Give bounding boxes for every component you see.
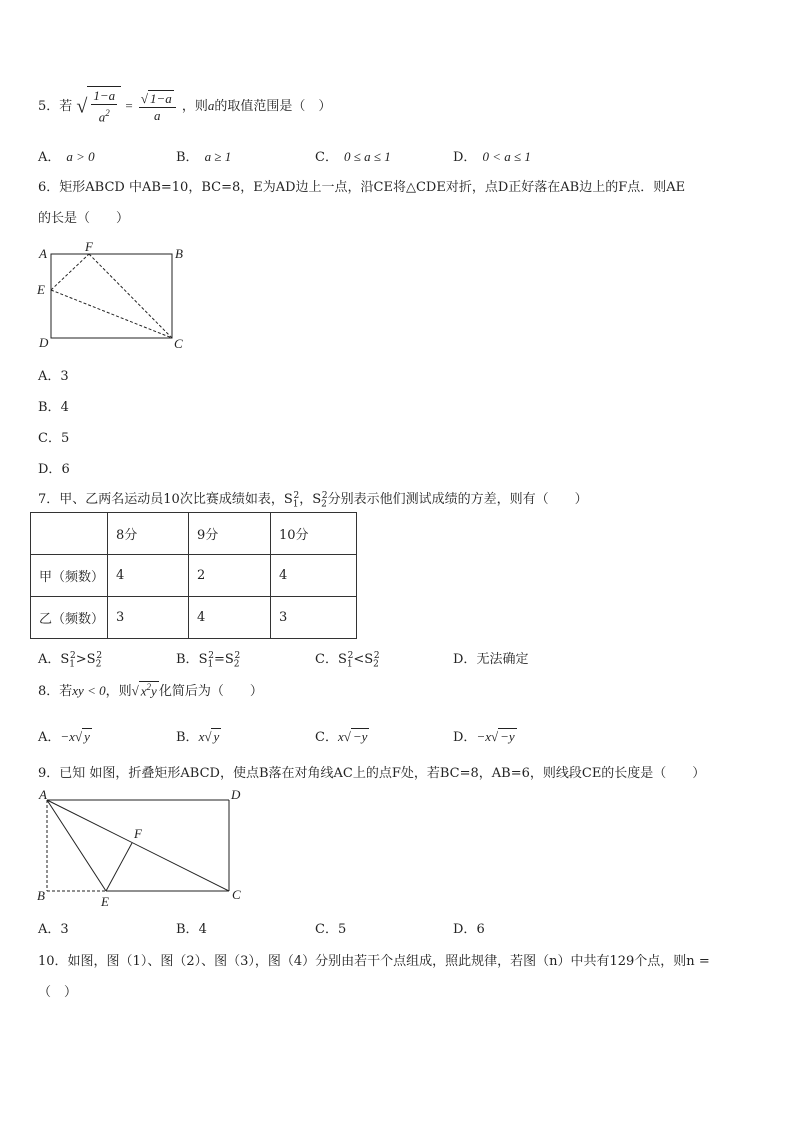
option-sub: 1 <box>346 659 353 670</box>
q6-label-f: F <box>85 240 93 254</box>
q7-option-b[interactable] <box>176 648 240 670</box>
option-coef: −x <box>60 729 75 744</box>
q9-label-f: F <box>134 826 142 841</box>
q6-figure <box>34 240 194 352</box>
q6-stem-line1: 6．矩形ABCD 中AB=10，BC=8，E为AD边上一点，沿CE将△CDE对折，点D正好落在AB边上的F点．则AE <box>38 180 686 195</box>
q9-line-ef <box>106 843 132 891</box>
q5-option-a[interactable] <box>38 146 95 165</box>
option-coef: x <box>337 729 344 744</box>
q6-line-fc <box>89 254 172 338</box>
q9-label-e: E <box>101 894 109 909</box>
option-s: S <box>224 652 234 667</box>
q7-sub2: 2 <box>321 499 327 510</box>
option-label: C． <box>315 150 338 165</box>
q5-lhs-den: a <box>98 109 106 125</box>
q5-prefix: 5．若 <box>38 99 73 114</box>
q6-label-b: B <box>175 246 183 261</box>
table-cell: 9分 <box>189 513 271 555</box>
q5-equals: = <box>125 98 133 113</box>
q5-rhs-frac: $\frac{√ 1-a}{a}$ <box>139 90 176 124</box>
q9-label-a: A <box>39 787 47 802</box>
option-sup: 2 <box>208 650 214 661</box>
q5-suffix: ，则 <box>181 99 208 114</box>
q9-label-c: C <box>232 887 241 902</box>
q6-option-a[interactable] <box>38 365 69 384</box>
option-text: 5 <box>60 431 70 446</box>
table-cell: 3 <box>271 597 357 639</box>
q7-option-a[interactable] <box>38 648 102 670</box>
table-cell: 2 <box>189 555 271 597</box>
q5-lhs-exp: 2 <box>105 107 110 118</box>
option-sup: 2 <box>96 650 103 661</box>
option-label: B． <box>176 730 199 745</box>
option-sup: 2 <box>70 650 76 661</box>
option-sub: 1 <box>207 659 214 670</box>
q7-sub1: 1 <box>292 499 299 510</box>
q9-line-ae <box>47 800 106 891</box>
q9-option-d[interactable] <box>453 918 485 937</box>
option-radicand: y <box>84 729 90 744</box>
q6-label-c: C <box>174 336 183 351</box>
q6-label-d: D <box>39 335 49 350</box>
q10-stem-line1: 10．如图，图（1）、图（2）、图（3），图（4）分别由若干个点组成，照此规律，若图（n）中共有129个点，则n = <box>38 954 710 969</box>
q9-diagonal-ac <box>47 800 229 891</box>
q5-lhs-num: 1−a <box>93 87 116 103</box>
option-text: 4 <box>198 922 207 937</box>
option-label: A． <box>38 150 61 165</box>
option-text: 0 < a ≤ 1 <box>482 149 531 164</box>
option-label: C． <box>315 922 338 937</box>
option-s: S <box>60 652 70 667</box>
option-label: A． <box>38 730 61 745</box>
option-text: 5 <box>337 922 347 937</box>
q9-stem: 9．已知 如图，折叠矩形ABCD，使点B落在对角线AC上的点F处，若BC=8，AB=6，则线段CE的长度是（ ） <box>38 766 706 781</box>
q8-mid: ，则 <box>105 684 132 699</box>
q7-stem <box>38 488 588 510</box>
q8-radicand <box>139 681 159 699</box>
q8-stem: 8．若xy < 0，则√ $x^2y$ 化简后为（ ） <box>38 681 263 699</box>
table-cell: 甲（频数） <box>31 555 108 597</box>
option-label: D． <box>453 922 477 937</box>
table-row <box>31 555 357 597</box>
q8-option-b[interactable]: B．x√ y <box>176 729 220 745</box>
q5-stem <box>38 86 331 126</box>
option-radicand: y <box>213 729 220 744</box>
option-label: D． <box>453 730 477 745</box>
q6-option-d[interactable] <box>38 458 70 477</box>
q6-line-ec <box>51 290 172 338</box>
q5-rhs-num: 1−a <box>149 90 172 106</box>
table-cell: 4 <box>108 555 189 597</box>
q9-label-d: D <box>231 787 241 802</box>
option-label: C． <box>38 431 61 446</box>
option-text: 3 <box>60 922 69 937</box>
q7-sup2: 2 <box>321 490 328 501</box>
table-cell: 4 <box>189 597 271 639</box>
q8-suffix: 化简后为（ ） <box>158 684 263 699</box>
q5-lhs-sqrt: √ $\frac{1-a}{a^2}$ <box>76 86 121 127</box>
option-label: D． <box>38 462 62 477</box>
q8-option-a[interactable]: A．−x√ y <box>38 729 90 745</box>
q7-text-a: 7．甲、乙两名运动员10次比赛成绩如表，S <box>38 492 293 507</box>
table-cell: 4 <box>271 555 357 597</box>
option-s: S <box>86 652 96 667</box>
q7-option-c[interactable] <box>315 648 380 670</box>
q7-text-c: 分别表示他们测试成绩的方差，则有（ ） <box>327 492 588 507</box>
q6-label-e: E <box>37 282 45 297</box>
table-cell: 乙（频数） <box>31 597 108 639</box>
option-label: D． <box>453 150 477 165</box>
q7-table <box>30 512 357 639</box>
option-sup: 2 <box>234 650 241 661</box>
q5-suffix2: 的取值范围是（ ） <box>214 99 332 114</box>
q10-stem-line2: （ ） <box>38 985 78 1000</box>
option-label: D． <box>453 652 477 667</box>
table-row <box>31 597 357 639</box>
q6-line-ef <box>51 254 89 290</box>
q6-option-c[interactable] <box>38 427 69 446</box>
table-cell: 10分 <box>271 513 357 555</box>
option-text: 6 <box>476 922 485 937</box>
option-op: < <box>353 652 365 667</box>
option-label: B． <box>176 150 199 165</box>
option-text: a > 0 <box>66 149 95 164</box>
option-op: = <box>213 652 225 667</box>
option-op: > <box>75 652 87 667</box>
option-sub: 2 <box>95 659 102 670</box>
option-label: A． <box>38 369 61 384</box>
q9-figure <box>34 786 248 910</box>
q8-rad-y: y <box>151 683 157 698</box>
option-text: 3 <box>60 369 69 384</box>
q9-option-c[interactable] <box>315 918 346 937</box>
option-coef: −x <box>476 729 491 744</box>
option-label: A． <box>38 922 61 937</box>
option-radicand: −y <box>500 729 515 744</box>
table-cell: 8分 <box>108 513 189 555</box>
option-s: S <box>337 652 347 667</box>
q8-rad-exp: 2 <box>146 681 152 692</box>
q7-sup1: 2 <box>293 490 300 501</box>
option-text: 无法确定 <box>476 652 529 667</box>
table-cell <box>31 513 108 555</box>
option-text: 0 ≤ a ≤ 1 <box>343 149 391 164</box>
option-label: B． <box>38 400 61 415</box>
option-label: A． <box>38 652 61 667</box>
q6-label-a: A <box>39 246 47 261</box>
q8-option-d[interactable]: D．−x√ −y <box>453 729 515 745</box>
q8-rad-x: x <box>140 683 147 698</box>
q5-option-b[interactable] <box>176 146 231 165</box>
option-text: 4 <box>60 400 69 415</box>
q9-option-b[interactable] <box>176 918 207 937</box>
option-sup: 2 <box>373 650 380 661</box>
q5-var: a <box>207 98 215 113</box>
q8-condition: xy < 0 <box>72 683 106 698</box>
option-text: a ≥ 1 <box>204 149 232 164</box>
option-sub: 1 <box>69 659 76 670</box>
q9-label-b: B <box>37 888 45 903</box>
option-sub: 2 <box>373 659 379 670</box>
q6-option-b[interactable] <box>38 396 69 415</box>
q7-text-b: ，S <box>299 492 322 507</box>
option-s: S <box>364 652 374 667</box>
q6-rectangle <box>51 254 172 338</box>
q8-option-c[interactable]: C．x√ −y <box>315 729 368 745</box>
q9-option-a[interactable] <box>38 918 69 937</box>
q8-prefix: 8．若 <box>38 684 73 699</box>
option-label: B． <box>176 652 199 667</box>
option-label: B． <box>176 922 199 937</box>
option-radicand: −y <box>352 729 368 744</box>
q5-rhs-den: a <box>154 107 161 123</box>
option-label: C． <box>315 730 338 745</box>
q7-option-d[interactable] <box>453 648 528 667</box>
table-cell: 3 <box>108 597 189 639</box>
option-s: S <box>198 652 208 667</box>
option-sup: 2 <box>347 650 354 661</box>
option-text: 6 <box>61 462 70 477</box>
q6-stem-line2: 的长是（ ） <box>38 211 130 226</box>
table-row <box>31 513 357 555</box>
option-coef: x <box>198 729 205 744</box>
q5-option-d[interactable] <box>453 146 531 165</box>
option-sub: 2 <box>233 659 240 670</box>
option-label: C． <box>315 652 338 667</box>
q5-option-c[interactable] <box>315 146 391 165</box>
